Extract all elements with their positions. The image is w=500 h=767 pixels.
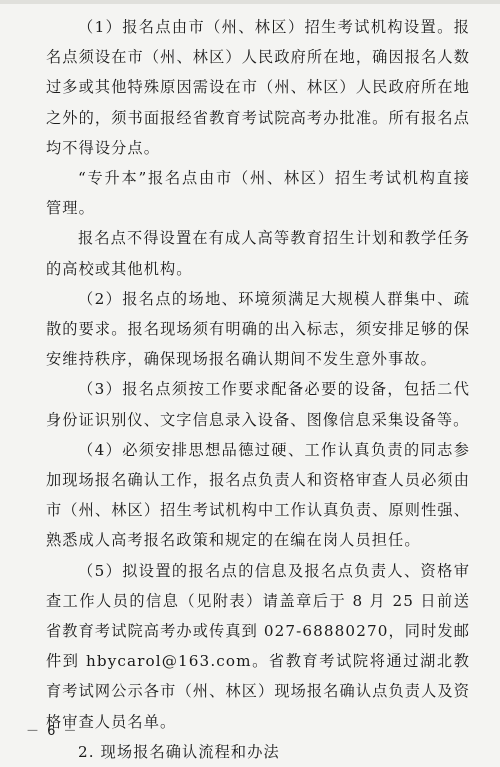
paragraph-6: （4）必须安排思想品德过硬、工作认真负责的同志参加现场报名确认工作，报名点负责人和资格审查人员必须由市（州、林区）招生考试机构中工作认真负责、原则性强、熟悉成人高考报名政策和规定的在编在岗人员担任。 <box>46 440 470 550</box>
paragraph-5: （3）报名点须按工作要求配备必要的设备，包括二代身份证识别仪、文字信息录入设备、图像信息采集设备等。 <box>46 380 470 429</box>
paragraph-3: 报名点不得设置在有成人高等教育招生计划和教学任务的高校或其他机构。 <box>46 229 470 278</box>
paragraph-4: （2）报名点的场地、环境须满足大规模人群集中、疏散的要求。报名现场须有明确的出入标志，须安排足够的保安维持秩序，确保现场报名确认期间不发生意外事故。 <box>46 289 470 369</box>
paragraph-1: （1）报名点由市（州、林区）招生考试机构设置。报名点须设在市（州、林区）人民政府所在地，确因报名人数过多或其他特殊原因需设在市（州、林区）人民政府所在地之外的，须书面报经省教育考试院高考办批准。所有报名点均不得设分点。 <box>46 18 470 157</box>
page-number: － 6 － <box>26 724 79 739</box>
section-heading: 2. 现场报名确认流程和办法 <box>78 742 280 761</box>
paragraph-2: “专升本”报名点由市（州、林区）招生考试机构直接管理。 <box>46 169 470 218</box>
paragraph-7: （5）拟设置的报名点的信息及报名点负责人、资格审查工作人员的信息（见附表）请盖章后于 8 月 25 日前送省教育考试院高考办或传真到 027-68880270，同时发邮件到 hbycarol@163.com。省教育考试院将通过湖北教育考试网公示各市（州、林区）现场报名确认点负责人及资格审查人员名单。 <box>46 561 470 731</box>
scan-edge <box>0 0 500 4</box>
